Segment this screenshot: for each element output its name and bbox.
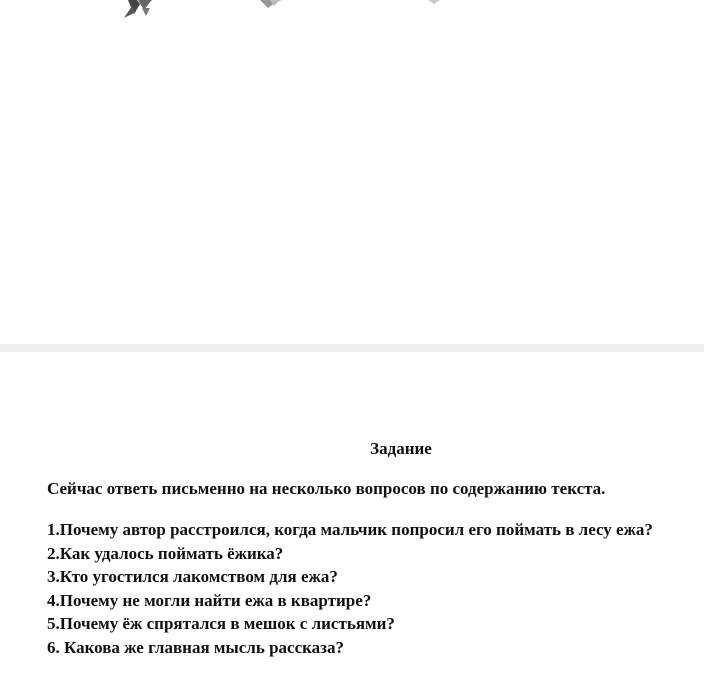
task-page	[0, 352, 704, 693]
question-item: 2.Как удалось поймать ёжика?	[47, 543, 284, 563]
question-item: 4.Почему не могли найти ежа в квартире?	[47, 590, 372, 610]
question-item: 3.Кто угостился лакомством для ежа?	[47, 567, 338, 586]
question-item: 6. Какова же главная мысль рассказа?	[47, 637, 344, 657]
question-item: 1.Почему автор расстроился, когда мальчик попросил его поймать в лесу ежа?	[47, 520, 653, 539]
question-item: 5.Почему ёж спрятался в мешок с листьями?	[47, 614, 395, 633]
task-intro: Сейчас ответь письменно на несколько вопросов по содержанию текста.	[47, 479, 606, 498]
task-title: Задание	[370, 439, 432, 458]
page-separator	[0, 344, 704, 352]
previous-page	[0, 0, 704, 344]
question-list	[47, 518, 653, 659]
leaf-illustration-fragment	[110, 0, 470, 22]
